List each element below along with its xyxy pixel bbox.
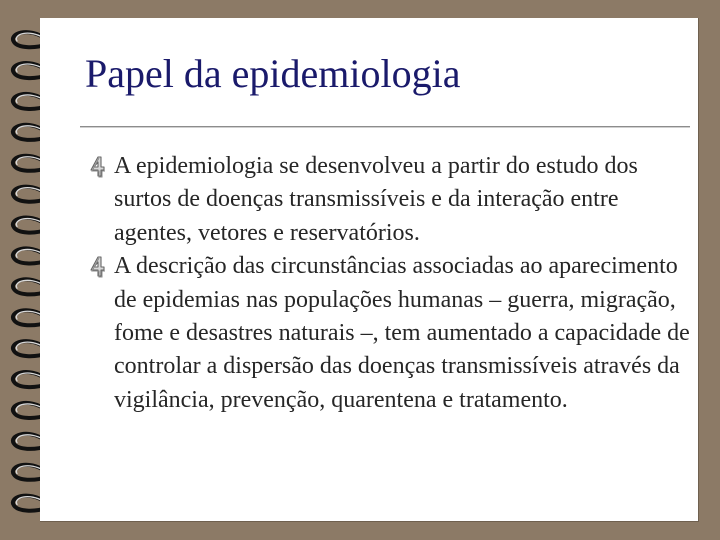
slide-page: [40, 18, 699, 522]
bullet-list: [87, 150, 691, 417]
bullet-text: A epidemiologia se desenvolveu a partir do estudo dos surtos de doenças transmissíveis e da interação entre agentes, vetores e reservatórios.: [114, 153, 638, 246]
title-divider: [80, 126, 690, 128]
bullet-text: A descrição das circunstâncias associadas ao aparecimento de epidemias nas populações humanas – guerra, migração, fome e desastres naturais –, tem aumentado a capacidade de controlar a dispersão das doenças transmissíveis através da vigilância, prevenção, quarentena e tratamento.: [114, 253, 690, 413]
bullet-item: [87, 250, 691, 417]
4-shaped-bullet-icon: [87, 255, 111, 279]
4-shaped-bullet-icon: [87, 155, 111, 179]
bullet-item: [87, 150, 691, 250]
page-title: Papel da epidemiologia: [85, 51, 461, 96]
